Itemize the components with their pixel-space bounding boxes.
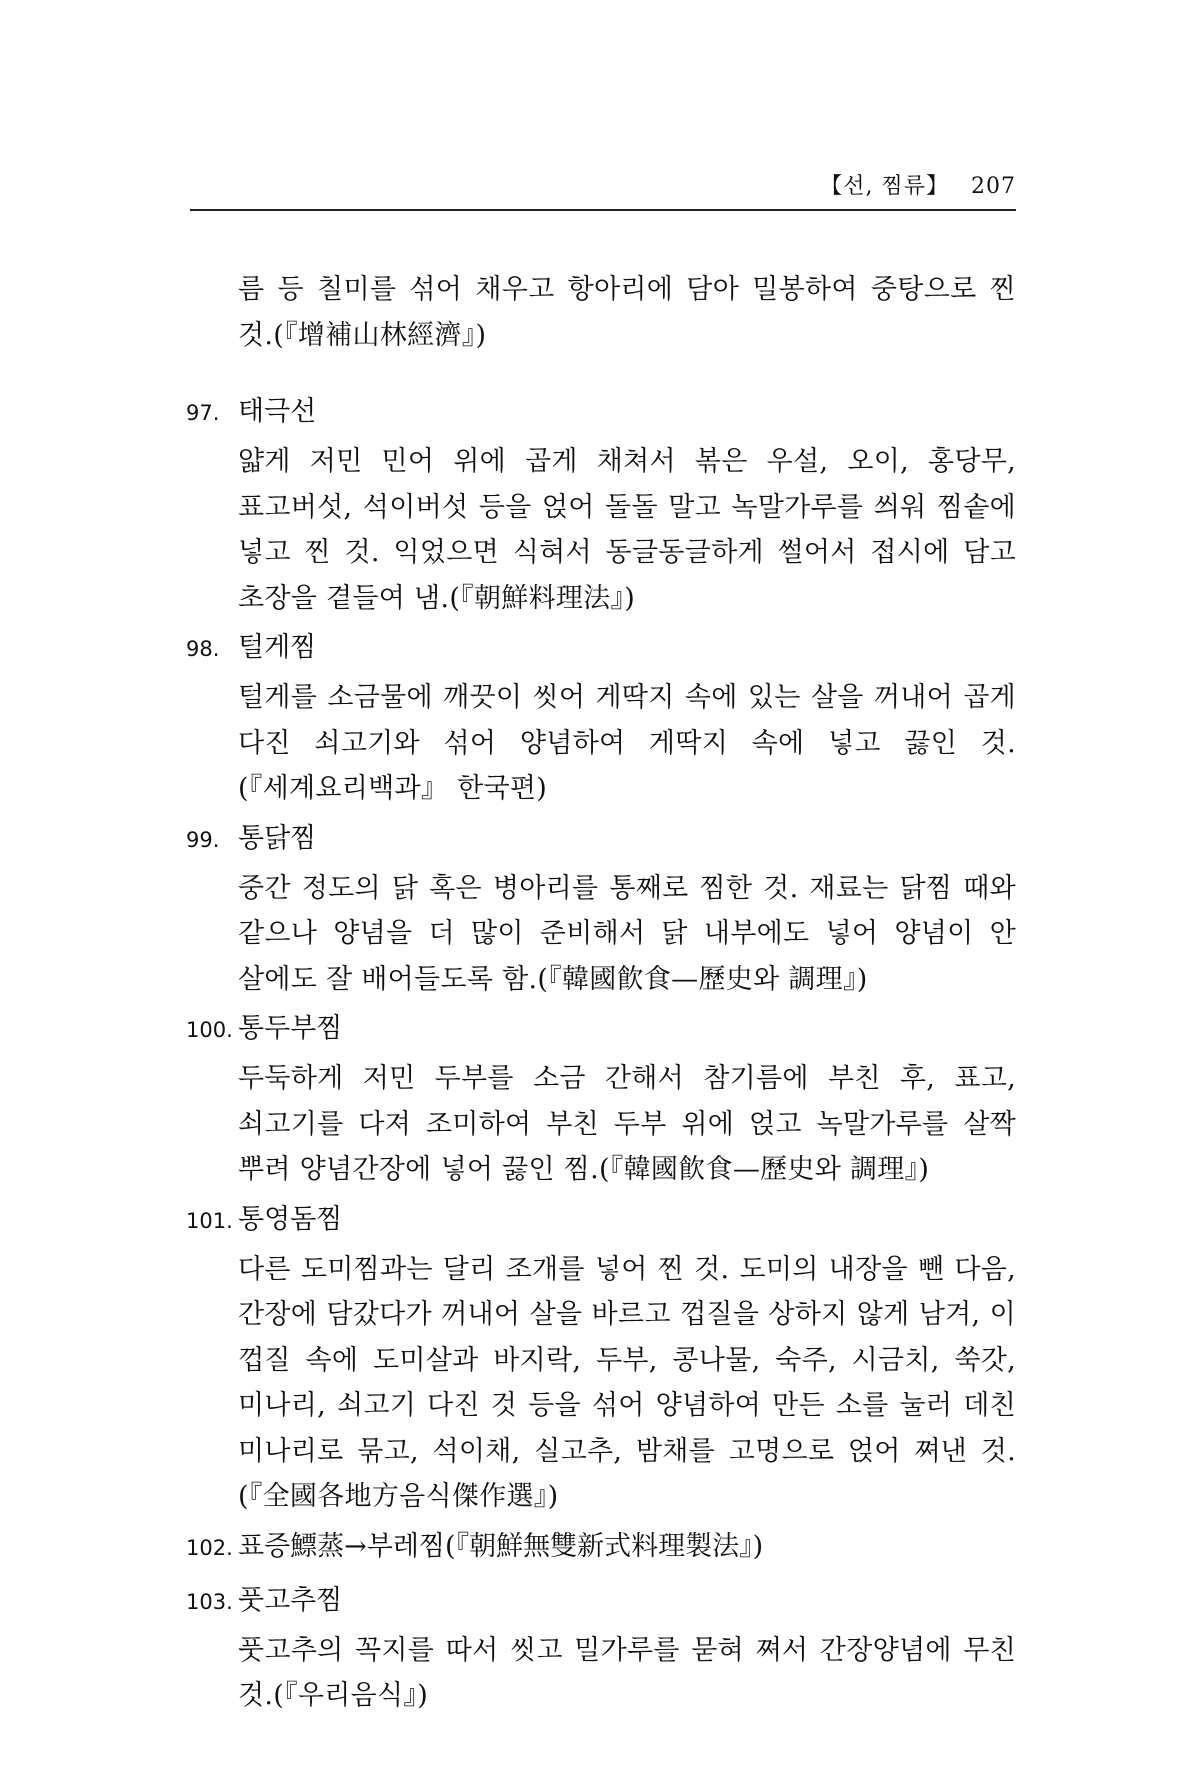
entry-heading xyxy=(186,1520,1016,1574)
running-header xyxy=(190,165,1016,205)
header-text xyxy=(820,169,1016,200)
entry-heading xyxy=(186,1002,1016,1056)
page-number: 207 xyxy=(971,174,1016,199)
header-rule xyxy=(190,209,1016,211)
entry-heading xyxy=(186,812,1016,866)
entry-text: 다른 도미찜과는 달리 조개를 넣어 찐 것. 도미의 내장을 뺀 다음, 간장에 담갔다가 꺼내어 살을 바르고 껍질을 상하지 않게 남겨, 이 껍질 속에 도미살과 바지락, 두부, 콩나물, 숙주, 시금치, 쑥갓, 미나리, 쇠고기 다진 것 등을 섞어 양념하여 만든 소를 눌러 데친 미나리로 묶고, 석이채, 실고추, 밤채를 고명으로 얹어 쪄낸 것.(『全國各地方음식傑作選』) xyxy=(238,1253,1016,1512)
entry-title: 태극선 xyxy=(238,396,317,427)
entry-number: 100. xyxy=(186,1018,233,1042)
entry-99 xyxy=(186,812,1016,1003)
entry-number: 101. xyxy=(186,1208,233,1233)
entry-title: 통영돔찜 xyxy=(238,1203,343,1235)
entry-title: 통두부찜 xyxy=(238,1013,343,1044)
entry-98 xyxy=(186,621,1016,812)
entry-text: 중간 정도의 닭 혹은 병아리를 통째로 찜한 것. 재료는 닭찜 때와 같으나 양념을 더 많이 준비해서 닭 내부에도 넣어 양념이 안 살에도 잘 배어들도록 함.(『韓國飮食—歷史와 調理』) xyxy=(238,872,1016,995)
entry-title: 표증鰾蒸→부레찜(『朝鮮無雙新式料理製法』) xyxy=(238,1530,764,1562)
entry-number: 97. xyxy=(186,401,220,425)
entry-102 xyxy=(186,1520,1016,1574)
entry-97 xyxy=(186,385,1016,621)
entry-title: 털게찜 xyxy=(238,632,317,663)
entry-title: 통닭찜 xyxy=(238,822,317,854)
entry-number: 99. xyxy=(186,827,220,852)
entry-101 xyxy=(186,1193,1016,1520)
entry-text: 두둑하게 저민 두부를 소금 간해서 참기름에 부친 후, 표고, 쇠고기를 다져 조미하여 부친 두부 위에 얹고 녹말가루를 살짝 뿌려 양념간장에 넣어 끓인 찜.(『韓國飮食—歷史와 調理』) xyxy=(238,1063,1016,1185)
entry-text: 풋고추의 꼭지를 따서 씻고 밀가루를 묻혀 쪄서 간장양념에 무친 것.(『우리음식』) xyxy=(238,1634,1016,1711)
section-title: 【선, 찜류】 xyxy=(820,174,949,199)
entry-heading xyxy=(186,1193,1016,1247)
entry-text: 얇게 저민 민어 위에 곱게 채쳐서 볶은 우설, 오이, 홍당무, 표고버섯, 석이버섯 등을 얹어 돌돌 말고 녹말가루를 씌워 찜솥에 넣고 찐 것. 익었으면 식혀서 동글동글하게 썰어서 접시에 담고 초장을 곁들여 냄.(『朝鮮料理法』) xyxy=(238,446,1016,614)
entry-text: 털게를 소금물에 깨끗이 씻어 게딱지 속에 있는 살을 꺼내어 곱게 다진 쇠고기와 섞어 양념하여 게딱지 속에 넣고 끓인 것.(『세계요리백과』 한국편) xyxy=(238,682,1016,804)
entry-number: 98. xyxy=(186,637,220,661)
entry-title: 풋고추찜 xyxy=(238,1584,343,1616)
entry-100 xyxy=(186,1002,1016,1193)
entry-number: 102. xyxy=(186,1535,233,1560)
entry-heading xyxy=(186,1574,1016,1628)
entry-heading xyxy=(186,621,1016,675)
continuation-paragraph: 름 등 칠미를 섞어 채우고 항아리에 담아 밀봉하여 중탕으로 찐 것.(『增補山林經濟』) xyxy=(238,274,1016,351)
entry-heading xyxy=(186,385,1016,439)
entry-103 xyxy=(186,1574,1016,1719)
entry-number: 103. xyxy=(186,1589,233,1614)
page-body xyxy=(186,240,1016,1719)
